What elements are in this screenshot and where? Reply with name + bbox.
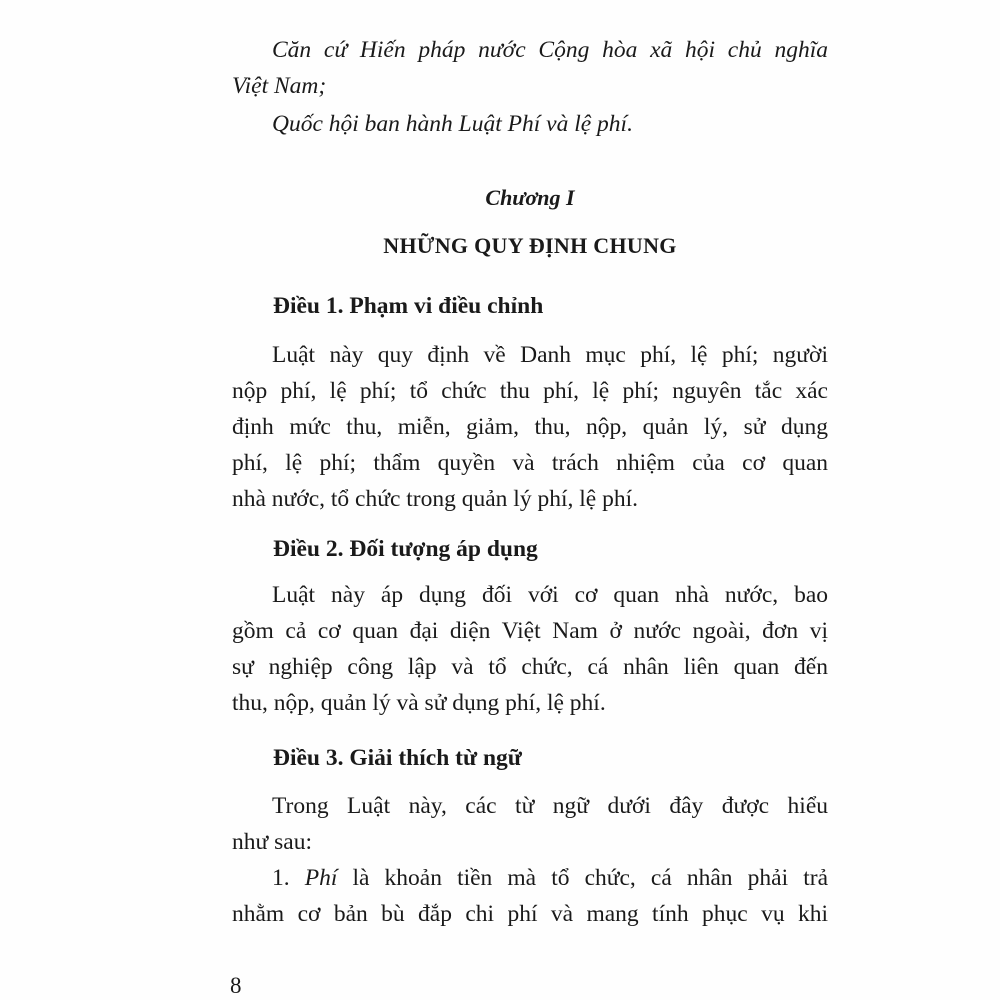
article-3-heading: Điều 3. Giải thích từ ngữ	[273, 745, 522, 771]
article-3-line-2: như sau:	[232, 829, 312, 855]
article-2-line-4: thu, nộp, quản lý và sử dụng phí, lệ phí.	[232, 690, 606, 716]
item-number: 1.	[272, 865, 305, 891]
article-2-heading: Điều 2. Đối tượng áp dụng	[273, 536, 538, 562]
article-2-line-1: Luật này áp dụng đối với cơ quan nhà nước, bao	[272, 582, 828, 608]
article-3-item-1-line-1	[272, 864, 828, 892]
item-definition: là khoản tiền mà tổ chức, cá nhân phải trả	[337, 865, 828, 891]
page-number: 8	[230, 973, 242, 998]
preamble-line-2: Việt Nam;	[232, 73, 327, 99]
article-2-line-2: gồm cả cơ quan đại diện Việt Nam ở nước ngoài, đơn vị	[232, 618, 828, 644]
article-1-line-5: nhà nước, tổ chức trong quản lý phí, lệ phí.	[232, 486, 638, 512]
article-1-line-1: Luật này quy định về Danh mục phí, lệ phí; người	[272, 342, 828, 368]
article-3-item-1-line-2: nhằm cơ bản bù đắp chi phí và mang tính phục vụ khi	[232, 901, 828, 927]
article-1-heading: Điều 1. Phạm vi điều chỉnh	[273, 293, 544, 319]
article-2-line-3: sự nghiệp công lập và tổ chức, cá nhân liên quan đến	[232, 654, 828, 680]
article-1-line-2: nộp phí, lệ phí; tổ chức thu phí, lệ phí; nguyên tắc xác	[232, 378, 828, 404]
preamble-line-1: Căn cứ Hiến pháp nước Cộng hòa xã hội chủ nghĩa	[272, 37, 828, 63]
article-1-line-4: phí, lệ phí; thẩm quyền và trách nhiệm của cơ quan	[232, 450, 828, 476]
chapter-label: Chương I	[485, 185, 575, 210]
article-1-line-3: định mức thu, miễn, giảm, thu, nộp, quản lý, sử dụng	[232, 414, 828, 440]
item-term: Phí	[304, 865, 338, 891]
chapter-title: NHỮNG QUY ĐỊNH CHUNG	[383, 233, 677, 258]
preamble-line-3: Quốc hội ban hành Luật Phí và lệ phí.	[272, 111, 633, 137]
article-3-line-1: Trong Luật này, các từ ngữ dưới đây được hiểu	[272, 793, 828, 819]
